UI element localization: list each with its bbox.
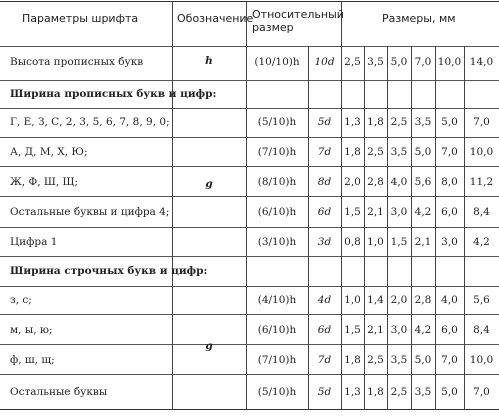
row-label: з, с; (10, 294, 32, 306)
size-value: 4,0 (390, 176, 408, 188)
d-size: 5d (317, 386, 332, 398)
d-size: 4d (317, 294, 332, 306)
d-size: 6d (317, 206, 332, 218)
row-rule (0, 286, 499, 287)
size-value: 5,0 (441, 386, 458, 398)
size-value: 5,0 (441, 116, 458, 128)
size-value: 2,1 (414, 236, 432, 248)
size-value: 7,0 (441, 146, 458, 158)
size-value: 2,5 (390, 386, 408, 398)
symbol-g: g (205, 178, 213, 190)
size-value: 8,4 (473, 206, 490, 218)
size-value: 3,0 (390, 206, 408, 218)
table-bottom-rule (0, 409, 499, 410)
size-value: 6,0 (441, 206, 458, 218)
size-value: 1,0 (344, 294, 361, 306)
d-size: 5d (317, 116, 332, 128)
d-size: 3d (317, 236, 332, 248)
size-value: 2,5 (367, 146, 384, 158)
size-value: 10,0 (469, 354, 494, 366)
size-value: 3,0 (441, 236, 458, 248)
size-value: 2,0 (344, 176, 361, 188)
row-label: ф, ш, щ; (10, 354, 55, 366)
size-value: 3,5 (390, 354, 408, 366)
d-size: 7d (317, 354, 332, 366)
row-rule (0, 374, 499, 375)
relative-size: (8/10)h (257, 176, 297, 188)
row-label-cap-height: Высота прописных букв (10, 56, 144, 68)
size-value: 14,0 (469, 56, 494, 68)
size-value: 3,5 (390, 146, 408, 158)
size-value: 4,2 (414, 324, 432, 336)
size-value: 6,0 (441, 324, 458, 336)
size-value: 2,5 (344, 56, 361, 68)
size-value: 10,0 (469, 146, 494, 158)
size-value: 5,0 (390, 56, 408, 68)
header-relative-line1: Относительный (252, 8, 344, 21)
symbol-g: g (205, 340, 213, 352)
d-size: 8d (317, 176, 332, 188)
row-label: Ж, Ф, Ш, Щ; (10, 176, 79, 188)
size-value: 1,3 (344, 116, 361, 128)
row-rule (0, 314, 499, 315)
relative-size: (6/10)h (257, 324, 297, 336)
size-value: 1,8 (367, 116, 384, 128)
size-value: 3,0 (390, 324, 408, 336)
row-label: А, Д, М, Х, Ю; (10, 146, 88, 158)
size-value: 1,5 (344, 206, 361, 218)
relative-size: (10/10)h (254, 56, 300, 68)
relative-size: (7/10)h (257, 354, 297, 366)
row-label: Г, Е, З, С, 2, 3, 5, 6, 7, 8, 9, 0; (10, 116, 170, 128)
size-value: 2,5 (367, 354, 384, 366)
size-value: 11,2 (469, 176, 494, 188)
size-value: 1,0 (367, 236, 384, 248)
row-label: Остальные буквы и цифра 4; (10, 206, 170, 218)
row-rule (0, 80, 499, 81)
size-value: 4,2 (473, 236, 490, 248)
size-value: 3,5 (414, 386, 432, 398)
row-label: Остальные буквы (10, 386, 108, 398)
section-title-lowercase: Ширина строчных букв и цифр: (10, 265, 208, 277)
relative-size: (3/10)h (257, 236, 297, 248)
size-value: 7,0 (414, 56, 432, 68)
size-value: 4,2 (414, 206, 432, 218)
relative-size: (6/10)h (257, 206, 297, 218)
size-value: 2,8 (414, 294, 432, 306)
size-value: 2,8 (367, 176, 384, 188)
header-relative-line2: размер (252, 21, 294, 34)
size-value: 2,1 (367, 324, 384, 336)
size-value: 10,0 (437, 56, 462, 68)
size-value: 1,5 (344, 324, 361, 336)
size-value: 1,5 (390, 236, 408, 248)
size-value: 5,6 (414, 176, 432, 188)
header-sizes: Размеры, мм (382, 12, 456, 25)
header-bottom-rule (0, 46, 499, 47)
row-rule (0, 227, 499, 228)
header-params: Параметры шрифта (22, 12, 139, 25)
size-value: 1,4 (367, 294, 384, 306)
size-value: 7,0 (441, 354, 458, 366)
size-value: 2,0 (390, 294, 408, 306)
size-value: 8,0 (441, 176, 458, 188)
row-rule (0, 137, 499, 138)
d-size: 7d (317, 146, 332, 158)
size-value: 7,0 (473, 116, 490, 128)
size-value: 3,5 (367, 56, 384, 68)
size-value: 1,3 (344, 386, 361, 398)
symbol-h: h (205, 55, 213, 67)
row-rule (0, 256, 499, 257)
d-size: 10d (314, 56, 335, 68)
row-rule (0, 108, 499, 109)
header-designation: Обозначение (177, 12, 254, 25)
relative-size: (4/10)h (257, 294, 297, 306)
relative-size: (5/10)h (257, 386, 297, 398)
size-value: 5,0 (414, 146, 432, 158)
row-rule (0, 166, 499, 167)
row-label: Цифра 1 (10, 236, 58, 248)
size-value: 7,0 (473, 386, 490, 398)
row-rule (0, 344, 499, 345)
size-value: 3,5 (414, 116, 432, 128)
table-top-rule (0, 1, 499, 2)
size-value: 1,8 (367, 386, 384, 398)
size-value: 1,8 (344, 146, 361, 158)
d-size: 6d (317, 324, 332, 336)
relative-size: (7/10)h (257, 146, 297, 158)
size-value: 4,0 (441, 294, 458, 306)
size-value: 2,5 (390, 116, 408, 128)
size-value: 5,6 (473, 294, 490, 306)
relative-size: (5/10)h (257, 116, 297, 128)
size-value: 5,0 (414, 354, 432, 366)
row-rule (0, 196, 499, 197)
size-value: 0,8 (344, 236, 361, 248)
size-value: 8,4 (473, 324, 490, 336)
size-value: 2,1 (367, 206, 384, 218)
section-title-uppercase: Ширина прописных букв и цифр: (10, 88, 217, 100)
row-label: м, ы, ю; (10, 324, 53, 336)
size-value: 1,8 (344, 354, 361, 366)
